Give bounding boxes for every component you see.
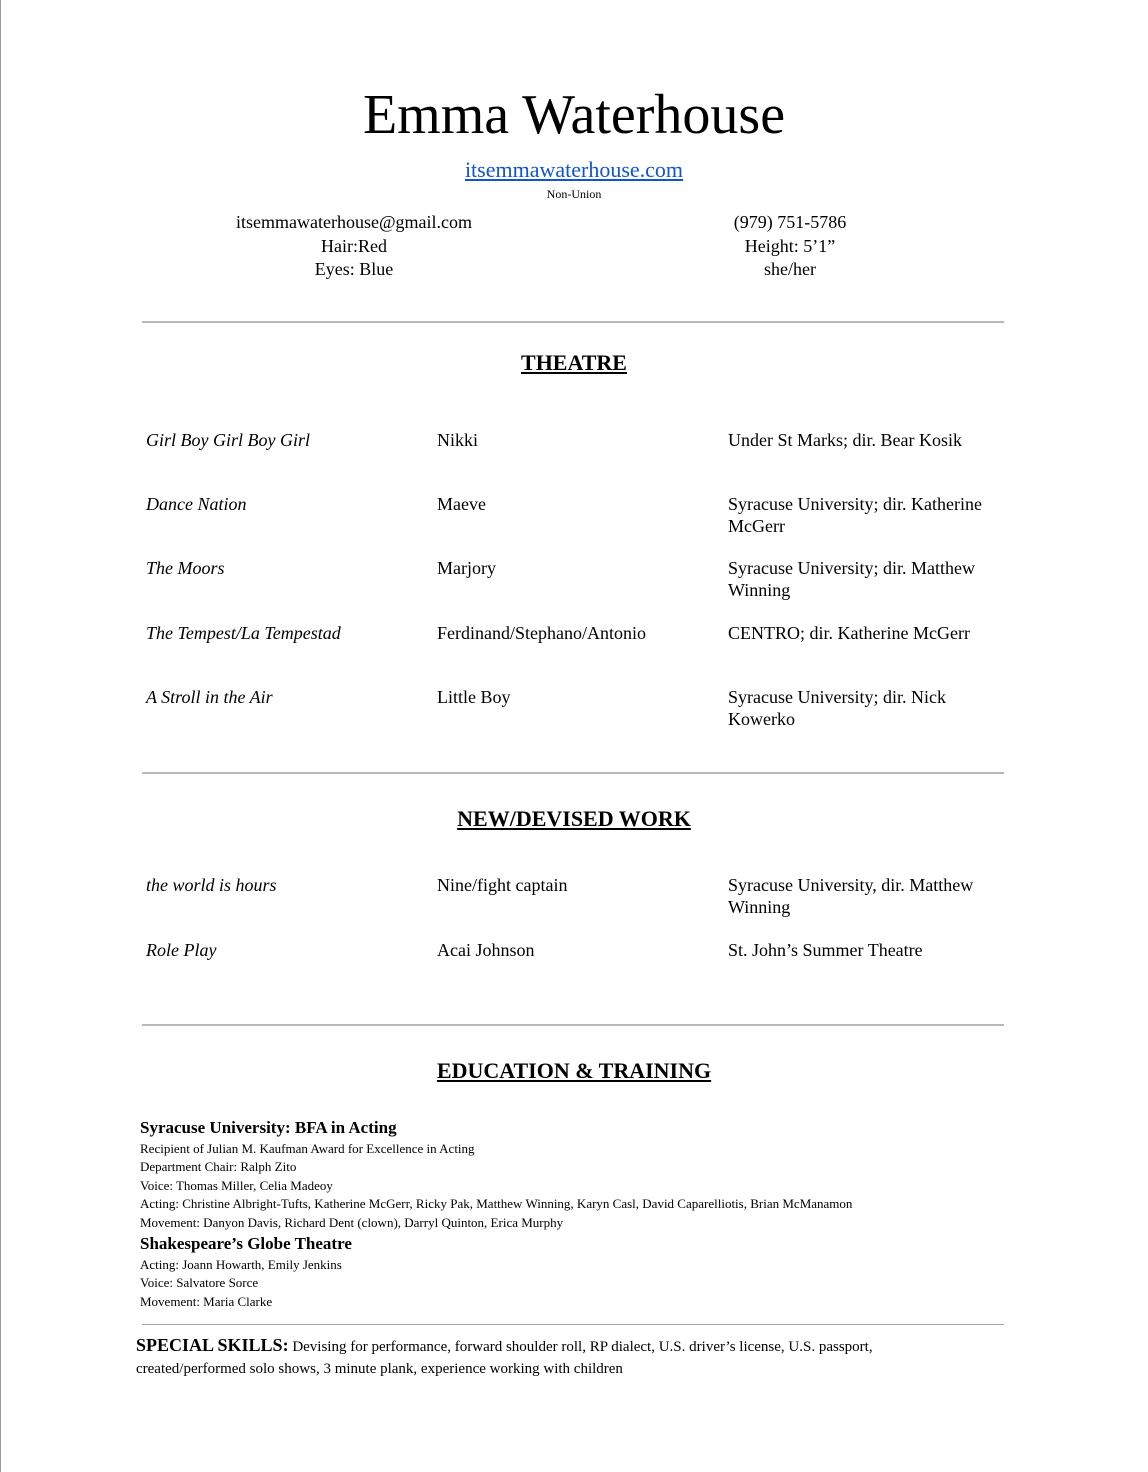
education-line: Acting: Joann Howarth, Emily Jenkins	[140, 1257, 342, 1272]
role: Marjory	[437, 558, 496, 578]
production-title: the world is hours	[146, 875, 277, 895]
production-title: Girl Boy Girl Boy Girl	[146, 430, 310, 450]
height: Height: 5’1”	[744, 235, 836, 256]
role: Nine/fight captain	[437, 875, 568, 895]
company: St. John’s Summer Theatre	[728, 940, 923, 960]
production-title: Dance Nation	[146, 494, 247, 514]
education-line: Movement: Danyon Davis, Richard Dent (clown), Darryl Quinton, Erica Murphy	[140, 1215, 564, 1230]
pronouns: she/her	[764, 259, 816, 279]
education-line: Voice: Salvatore Sorce	[140, 1275, 259, 1290]
phone: (979) 751-5786	[733, 212, 847, 232]
contact-left-column	[154, 211, 554, 282]
special-skills-label: SPECIAL SKILLS:	[136, 1335, 289, 1355]
production-title: The Moors	[146, 558, 225, 578]
role: Ferdinand/Stephano/Antonio	[437, 623, 646, 643]
email: itsemmawaterhouse@gmail.com	[235, 212, 472, 232]
company: Syracuse University; dir. Katherine McGerr	[728, 494, 982, 536]
company: CENTRO; dir. Katherine McGerr	[728, 623, 970, 643]
company: Under St Marks; dir. Bear Kosik	[728, 430, 962, 450]
company: Syracuse University, dir. Matthew Winning	[728, 875, 974, 917]
role: Nikki	[437, 430, 479, 450]
divider	[142, 1024, 1004, 1026]
website-link-wrapper	[0, 157, 1148, 183]
production-title: Role Play	[146, 940, 217, 960]
education-line: Department Chair: Ralph Zito	[140, 1159, 297, 1174]
education-line: Movement: Maria Clarke	[140, 1294, 273, 1309]
special-skills	[136, 1334, 936, 1380]
eye-color: Eyes: Blue	[314, 259, 394, 279]
education-line: Acting: Christine Albright-Tufts, Katherine McGerr, Ricky Pak, Matthew Winning, Karyn Casl, David Caparelliotis, Brian McManamon	[140, 1196, 853, 1211]
divider	[142, 772, 1004, 774]
resume-name: Emma Waterhouse	[362, 84, 786, 146]
education-heading: EDUCATION & TRAINING	[436, 1058, 712, 1083]
divider	[142, 321, 1004, 323]
company: Syracuse University; dir. Matthew Winning	[728, 558, 975, 600]
page-edge	[0, 0, 1, 1472]
role: Acai Johnson	[437, 940, 535, 960]
role: Maeve	[437, 494, 486, 514]
union-status: Non-Union	[546, 187, 602, 201]
production-title: The Tempest/La Tempestad	[146, 623, 341, 643]
syracuse-title: Syracuse University: BFA in Acting	[140, 1118, 397, 1137]
production-title: A Stroll in the Air	[146, 687, 273, 707]
theatre-heading: THEATRE	[521, 350, 627, 375]
divider	[142, 1324, 1004, 1325]
role: Little Boy	[437, 687, 511, 707]
contact-right-column	[590, 211, 990, 282]
education-line: Recipient of Julian M. Kaufman Award for Excellence in Acting	[140, 1141, 475, 1156]
globe-title: Shakespeare’s Globe Theatre	[140, 1234, 352, 1253]
company: Syracuse University; dir. Nick Kowerko	[728, 687, 946, 729]
website-link[interactable]: itsemmawaterhouse.com	[464, 157, 684, 182]
special-skills-text: Devising for performance, forward shoulder roll, RP dialect, U.S. driver’s license, U.S. passport, created/performed solo shows, 3 minute plank, experience working with children	[136, 1339, 873, 1377]
education-line: Voice: Thomas Miller, Celia Madeoy	[140, 1178, 333, 1193]
hair-color: Hair:Red	[321, 235, 387, 256]
new-work-heading: NEW/DEVISED WORK	[457, 806, 691, 831]
